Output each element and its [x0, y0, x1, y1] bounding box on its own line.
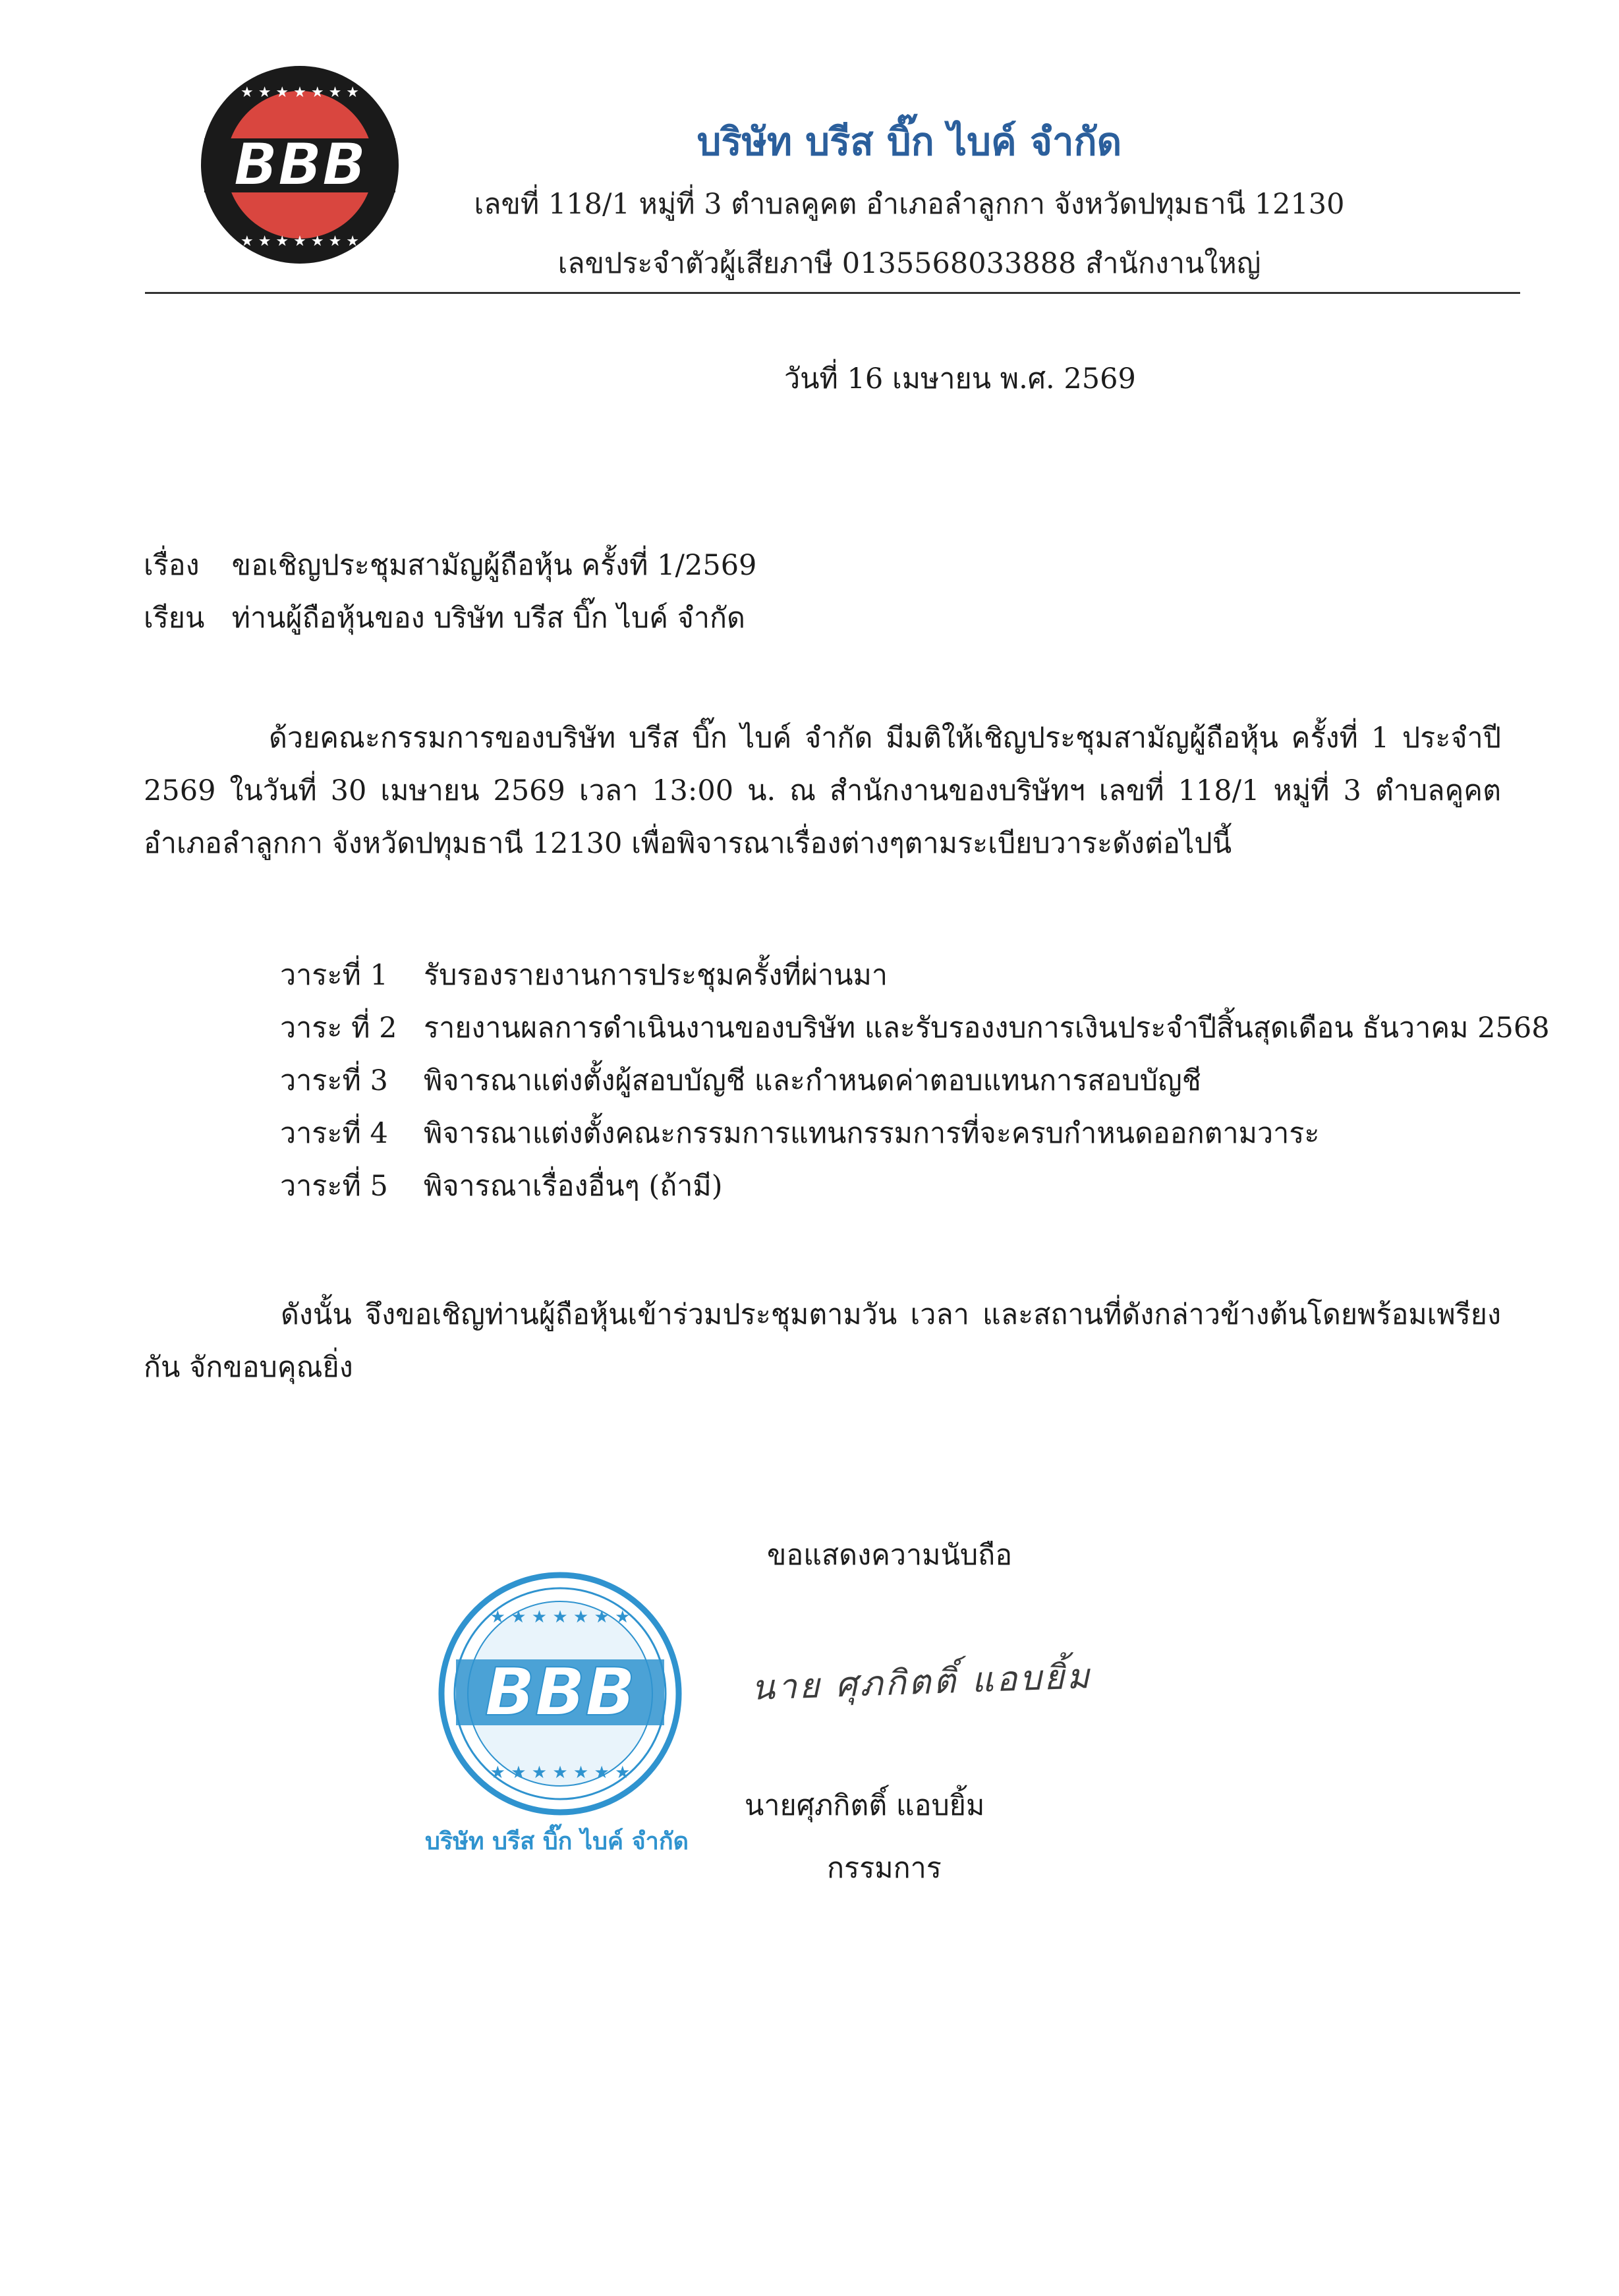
- agenda-item: [280, 1160, 1550, 1213]
- stamp-logo-text: BBB: [484, 1653, 636, 1731]
- agenda-list: [280, 949, 1550, 1213]
- agenda-number: วาระที่ 3: [280, 1064, 388, 1097]
- agenda-text: พิจารณาแต่งตั้งคณะกรรมการแทนกรรมการที่จะครบกำหนดออกตามวาระ: [424, 1117, 1320, 1150]
- addressee-text: ท่านผู้ถือหุ้นของ บริษัท บรีส บิ๊ก ไบค์ จำกัด: [231, 602, 745, 635]
- subject-text: ขอเชิญประชุมสามัญผู้ถือหุ้น ครั้งที่ 1/2569: [231, 549, 757, 582]
- closing-salutation: ขอแสดงความนับถือ: [766, 1539, 1013, 1572]
- agenda-text: พิจารณาแต่งตั้งผู้สอบบัญชี และกำหนดค่าตอบแทนการสอบบัญชี: [424, 1064, 1201, 1097]
- logo-text: BBB: [233, 130, 366, 198]
- tax-id-line: เลขประจำตัวผู้เสียภาษี 0135568033888 สำนักงานใหญ่: [557, 247, 1261, 280]
- agenda-item: [280, 1002, 1550, 1054]
- company-address: เลขที่ 118/1 หมู่ที่ 3 ตำบลคูคต อำเภอลำลูกกา จังหวัดปทุมธานี 12130: [474, 188, 1345, 221]
- svg-text:★ ★ ★ ★ ★ ★ ★: ★ ★ ★ ★ ★ ★ ★: [490, 1763, 631, 1783]
- agenda-number: วาระที่ 1: [280, 959, 388, 992]
- subject-label: เรื่อง: [144, 549, 200, 582]
- agenda-text: รับรองรายงานการประชุมครั้งที่ผ่านมา: [424, 959, 888, 992]
- handwritten-signature: นาย ศุภกิตติ์ แอบยิ้ม: [751, 1656, 1093, 1709]
- addressee-row: [144, 595, 745, 640]
- agenda-text: รายงานผลการดำเนินงานของบริษัท และรับรองงบการเงินประจำปีสิ้นสุดเดือน ธันวาคม 2568: [424, 1012, 1550, 1045]
- intro-paragraph: ด้วยคณะกรรมการของบริษัท บรีส บิ๊ก ไบค์ จำกัด มีมติให้เชิญประชุมสามัญผู้ถือหุ้น ครั้งที่ 1 ประจำปี 2569 ในวันที่ 30 เมษายน 2569 เวลา 13:00 น. ณ สำนักงานของบริษัทฯ เลขที่ 118/1 หมู่ที่ 3 ตำบลคูคต อำเภอลำลูกกา จังหวัดปทุมธานี 12130 เพื่อพิจารณาเรื่องต่างๆตามระเบียบวาระดังต่อไปนี้: [144, 722, 1501, 860]
- agenda-item: [280, 1054, 1550, 1107]
- agenda-item: [280, 949, 1550, 1002]
- closing-paragraph: ดังนั้น จึงขอเชิญท่านผู้ถือหุ้นเข้าร่วมประชุมตามวัน เวลา และสถานที่ดังกล่าวข้างต้นโดยพร้อมเพรียงกัน จักขอบคุณยิ่ง: [144, 1298, 1501, 1384]
- addressee-label: เรียน: [144, 602, 205, 635]
- svg-text:★ ★ ★ ★ ★ ★ ★: ★ ★ ★ ★ ★ ★ ★: [490, 1607, 631, 1627]
- company-name: บริษัท บรีส บิ๊ก ไบค์ จำกัด: [696, 119, 1122, 164]
- svg-text:★ ★ ★ ★ ★ ★ ★: ★ ★ ★ ★ ★ ★ ★: [240, 233, 360, 250]
- signer-title: กรรมการ: [827, 1852, 942, 1885]
- agenda-item: [280, 1107, 1550, 1160]
- subject-row: [144, 542, 756, 587]
- company-stamp: [435, 1568, 685, 1819]
- svg-text:★ ★ ★ ★ ★ ★ ★: ★ ★ ★ ★ ★ ★ ★: [240, 84, 360, 101]
- agenda-number: วาระที่ 5: [280, 1170, 388, 1203]
- agenda-number: วาระที่ 4: [280, 1117, 388, 1150]
- signer-name: นายศุภกิตติ์ แอบยิ้ม: [745, 1789, 985, 1822]
- agenda-text: พิจารณาเรื่องอื่นๆ (ถ้ามี): [424, 1170, 723, 1203]
- agenda-number: วาระ ที่ 2: [280, 1012, 397, 1045]
- letter-date: วันที่ 16 เมษายน พ.ศ. 2569: [784, 362, 1136, 395]
- stamp-caption: บริษัท บรีส บิ๊ก ไบค์ จำกัด: [424, 1827, 689, 1855]
- header-divider: [145, 292, 1520, 294]
- company-logo: [198, 63, 402, 267]
